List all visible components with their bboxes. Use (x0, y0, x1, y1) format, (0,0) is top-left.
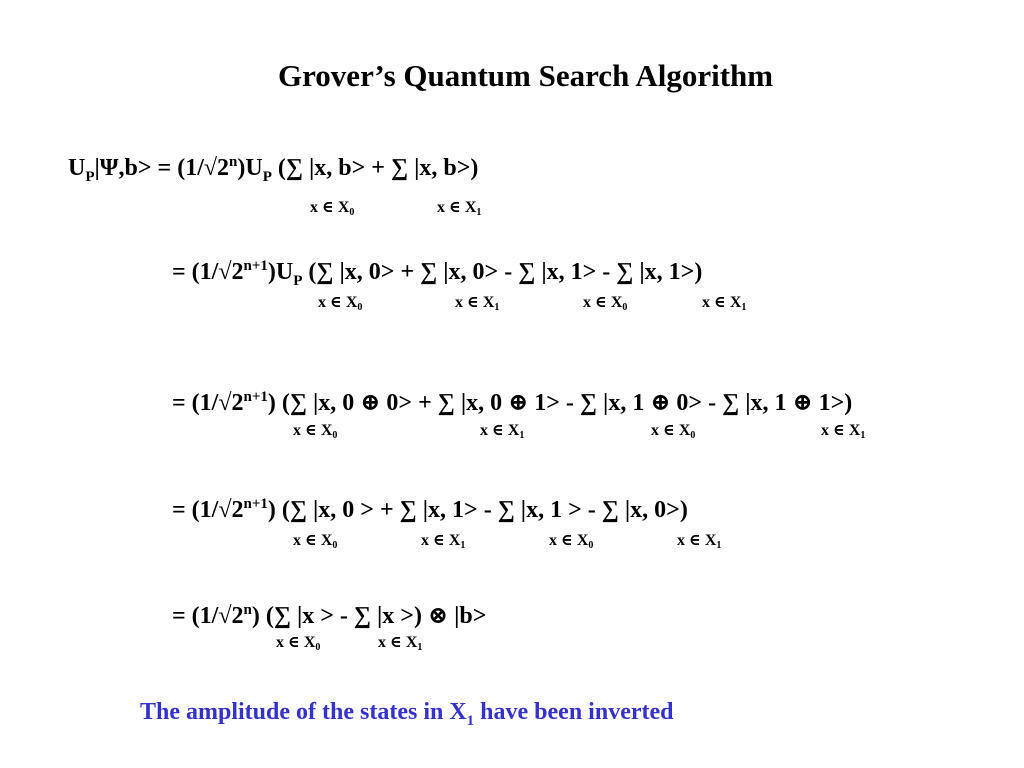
sum-index-label: x ∈ $X_0$ (310, 199, 355, 218)
sum-index-label: x ∈ $X_1$ (437, 199, 482, 218)
sum-index-label: x ∈ $X_1$ (455, 294, 500, 313)
sum-index-label: x ∈ $X_0$ (293, 422, 338, 441)
sum-index-label: x ∈ $X_1$ (677, 532, 722, 551)
conclusion-note: The amplitude of the states in $X_1$ have been inverted (140, 699, 674, 729)
sum-index-label: x ∈ $X_0$ (549, 532, 594, 551)
slide-title: Grover’s Quantum Search Algorithm (278, 58, 774, 93)
sum-index-label: x ∈ $X_0$ (293, 532, 338, 551)
sum-index-label: x ∈ $X_0$ (276, 634, 321, 653)
sum-index-label: x ∈ $X_1$ (821, 422, 866, 441)
sum-index-label: x ∈ $X_1$ (480, 422, 525, 441)
equation-line-2: = $(1/√2^{n+1})U_P$ (∑ |x, 0> + ∑ |x, 0> - ∑ |x, 1> - ∑ |x, 1>) (172, 258, 703, 289)
equation-line-3: = $(1/√2^{n+1})$ (∑ |x, 0 ⊕ 0> + ∑ |x, 0 ⊕ 1> - ∑ |x, 1 ⊕ 0> - ∑ |x, 1 ⊕ 1>) (172, 389, 853, 416)
equation-line-4: = $(1/√2^{n+1})$ (∑ |x, 0 > + ∑ |x, 1> - ∑ |x, 1 > - ∑ |x, 0>) (172, 496, 688, 523)
equation-line-5: = $(1/√2^n)$ (∑ |x > - ∑ |x >) ⊗ |b> (172, 602, 487, 629)
sum-index-label: x ∈ $X_0$ (318, 294, 363, 313)
sum-index-label: x ∈ $X_0$ (651, 422, 696, 441)
sum-index-label: x ∈ $X_1$ (421, 532, 466, 551)
sum-index-label: x ∈ $X_1$ (378, 634, 423, 653)
equation-line-1: $U_P|\Psi,b> = (1/√2^n)U_P$ (∑ |x, b> + ∑ |x, b>) (68, 154, 479, 185)
sum-index-label: x ∈ $X_0$ (583, 294, 628, 313)
sum-index-label: x ∈ $X_1$ (702, 294, 747, 313)
